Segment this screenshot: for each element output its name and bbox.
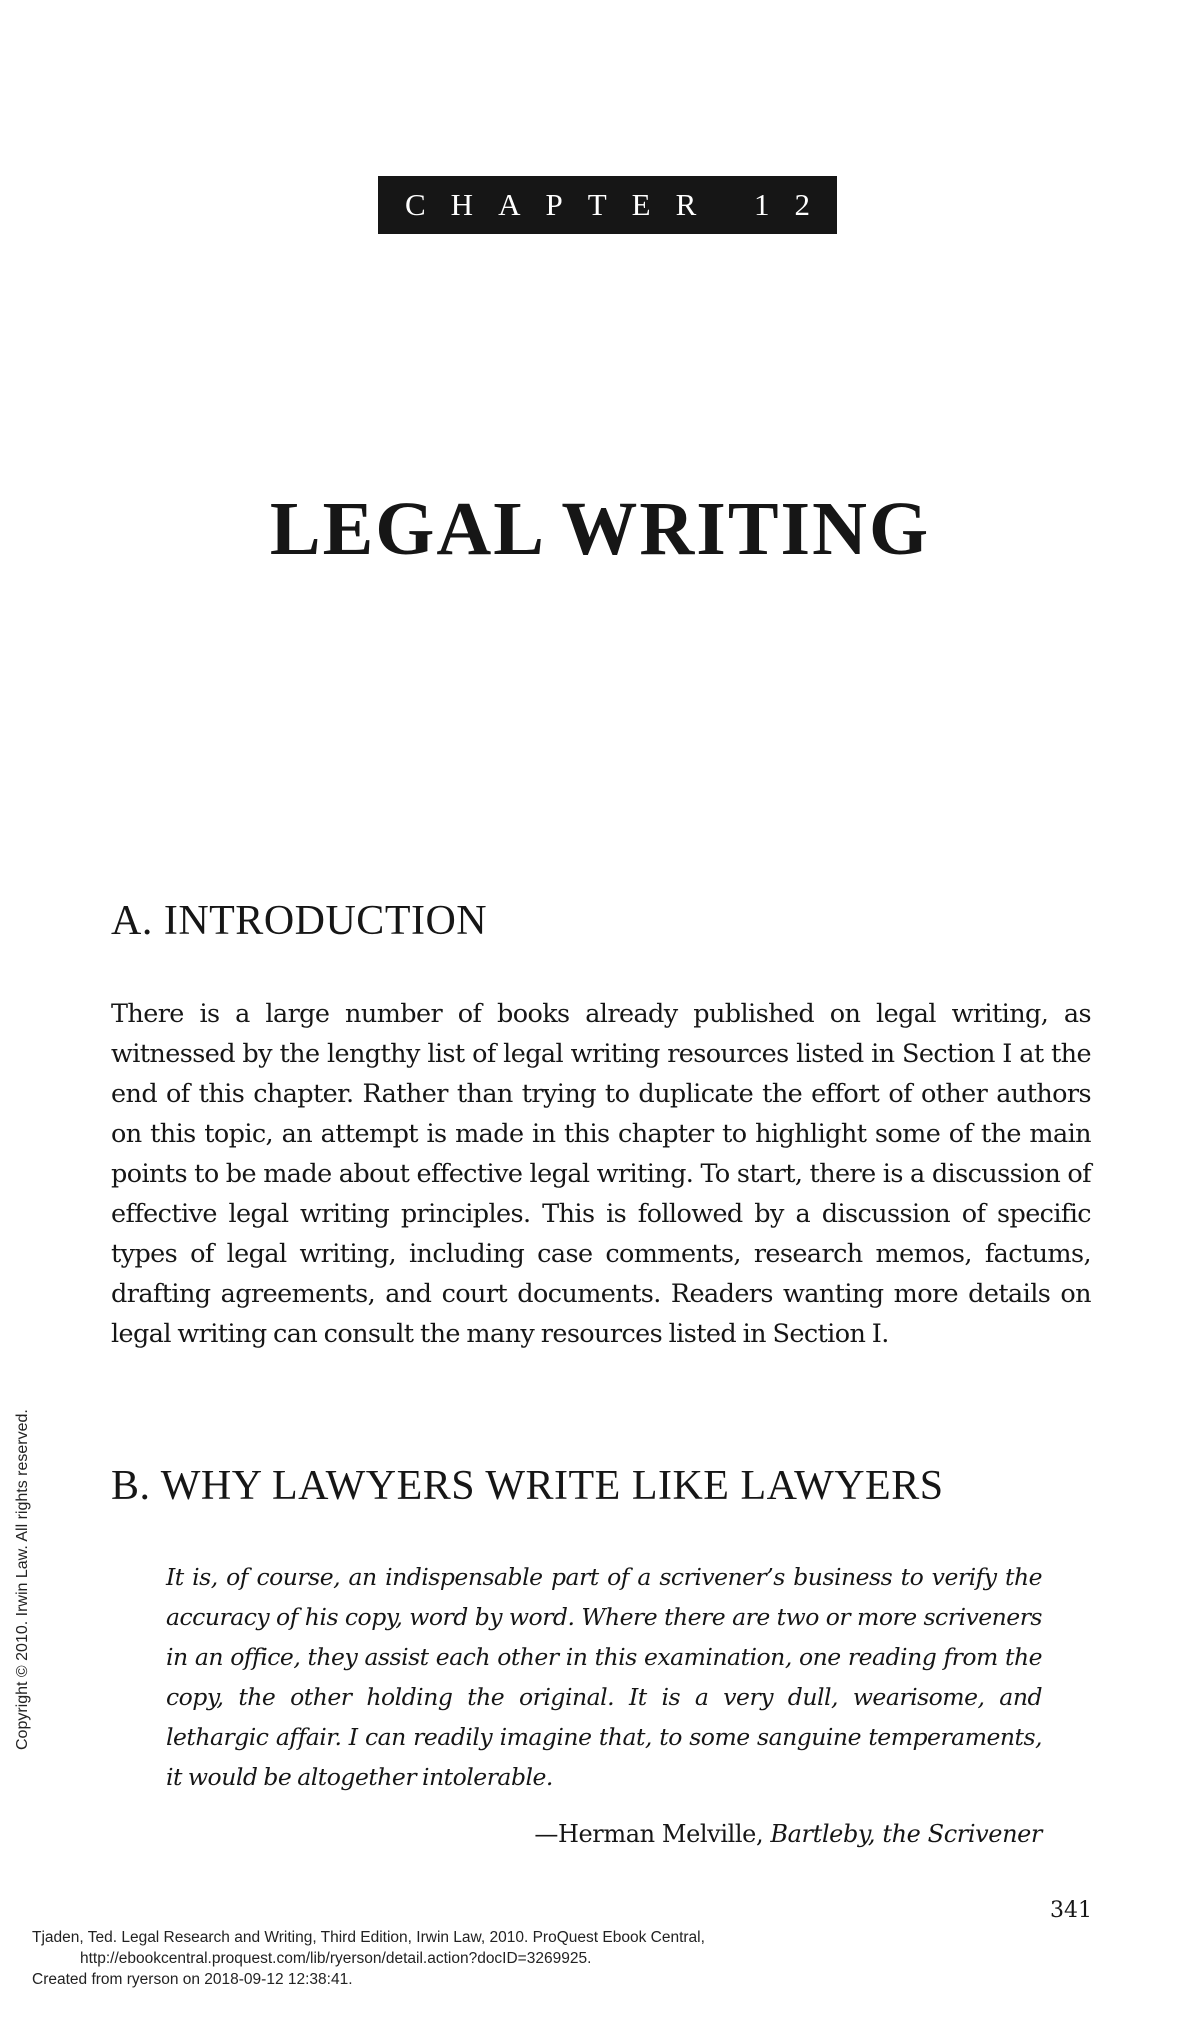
footer-citation-line: Tjaden, Ted. Legal Research and Writing, Third Edition, Irwin Law, 2010. ProQuest Ebook Central, <box>32 1929 705 1946</box>
chapter-label: CHAPTER 12 <box>405 187 835 222</box>
chapter-title: LEGAL WRITING <box>269 486 931 571</box>
epigraph-work-title: Bartleby, the Scrivener <box>770 1820 1042 1848</box>
epigraph-quote: It is, of course, an indispensable part of a scrivener’s business to verify the accuracy of his copy, word by word. Where there are two or more scriveners in an office, they assist each other in this examination, one reading from the copy, the other holding the original. It is a very dull, wearisome, and lethargic affair. I can readily imagine that, to some sanguine temperaments, it would be altogether intolerable. <box>166 1563 1042 1791</box>
introduction-paragraph: There is a large number of books already published on legal writing, as witnessed by the lengthy list of legal writing resources listed in Section I at the end of this chapter. Rather than trying to duplicate the effort of other authors on this topic, an attempt is made in this chapter to highlight some of the main points to be made about effective legal writing. To start, there is a discussion of effective legal writing principles. This is followed by a discussion of specific types of legal writing, including case comments, research memos, factums, drafting agreements, and court documents. Readers wanting more details on legal writing can consult the many resources listed in Section I. <box>111 999 1091 1349</box>
page-number: 341 <box>1050 1898 1092 1923</box>
chapter-label-badge <box>378 176 837 234</box>
footer-created-line: Created from ryerson on 2018-09-12 12:38:41. <box>32 1971 353 1988</box>
footer-citation <box>32 1927 1032 1990</box>
epigraph-attribution <box>534 1814 1042 1854</box>
section-heading-introduction: A. INTRODUCTION <box>111 898 488 944</box>
epigraph-author: —Herman Melville, <box>534 1820 771 1848</box>
side-copyright-notice: Copyright © 2010. Irwin Law. All rights reserved. <box>14 1409 31 1750</box>
footer-citation-url: http://ebookcentral.proquest.com/lib/ryerson/detail.action?docID=3269925. <box>80 1950 592 1967</box>
section-heading-why-lawyers-write: B. WHY LAWYERS WRITE LIKE LAWYERS <box>111 1463 944 1509</box>
